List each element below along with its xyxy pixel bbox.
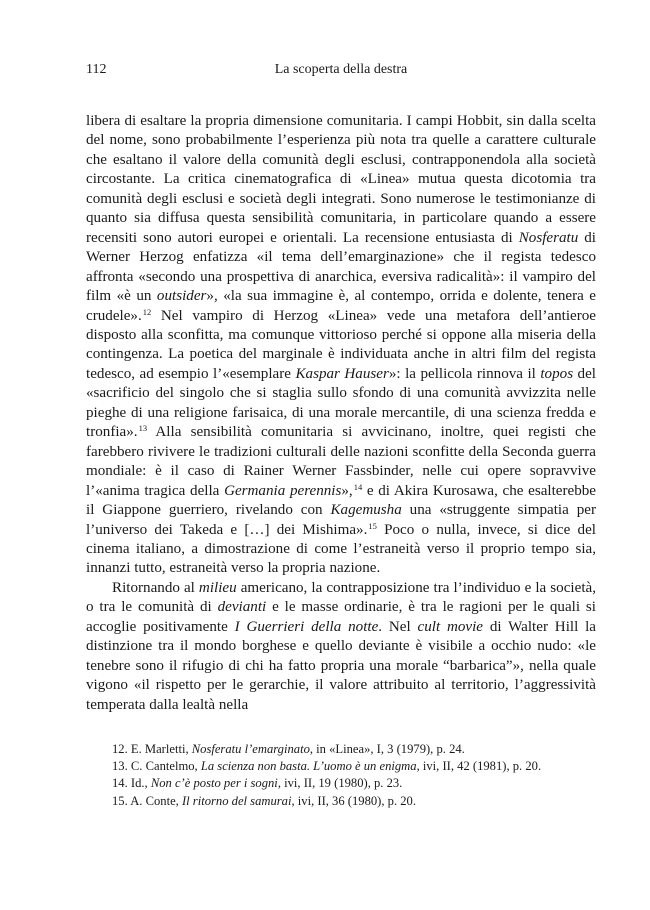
italic-term: topos bbox=[540, 365, 574, 382]
footnote-ref-12[interactable]: 12 bbox=[142, 306, 152, 317]
italic-term: Germania perennis bbox=[224, 482, 342, 499]
paragraph-1 bbox=[86, 112, 596, 579]
footnote-12 bbox=[86, 741, 596, 758]
text-run: Poco o nulla, invece, si dice del cinema italiano, a dimostrazione di come l’estraneità verso il proprio tempo sia, innanzi tutto, estraneità verso la propria nazione. bbox=[86, 521, 596, 577]
text-run: di Werner Herzog enfatizza «il tema dell’emarginazione» che il regista tedesco affronta «secondo una prospettiva di anarchica, eversiva radicalità»: il vampiro del film «è un bbox=[86, 229, 597, 305]
text-run: Alla sensibilità comunitaria si avvicinano, inoltre, quei registi che farebbero rivivere le tradizioni culturali delle nazioni sconfitte della Seconda guerra mondiale: è il caso di Rainer Werner Fassbinder, nelle cui opere sopravvive l’«anima tragica della bbox=[86, 424, 596, 499]
footnote-text: 13. C. Cantelmo, bbox=[112, 759, 201, 774]
text-run: americano, la contrapposizione tra l’individuo e la società, o tra le comunità di bbox=[86, 579, 596, 616]
running-title: La scoperta della destra bbox=[274, 62, 408, 77]
film-title-nosferatu: Nosferatu bbox=[518, 229, 579, 246]
footnote-ref-15[interactable]: 15 bbox=[368, 520, 377, 531]
text-run: una «struggente simpatia per l’universo dei Takeda e […] dei Mishima». bbox=[86, 502, 596, 538]
text-run: Ritornando al bbox=[112, 579, 199, 596]
footnote-title: Non c’è posto per i sogni bbox=[150, 776, 278, 791]
italic-term: cult movie bbox=[417, 618, 484, 635]
footnote-ref-14[interactable]: 14 bbox=[353, 481, 363, 492]
text-run: », bbox=[341, 482, 353, 499]
text-run: », «la sua immagine è, al contempo, orrida e dolente, tenera e crudele». bbox=[86, 288, 596, 324]
footnote-text: 15. A. Conte, bbox=[112, 793, 182, 808]
footnote-text: , ivi, II, 19 (1980), p. 23. bbox=[277, 776, 403, 791]
film-title-guerrieri: I Guerrieri della notte bbox=[234, 618, 379, 635]
footnote-text: 12. E. Marletti, bbox=[112, 742, 192, 756]
footnote-text: , ivi, II, 36 (1980), p. 20. bbox=[291, 793, 417, 808]
footnote-14 bbox=[86, 775, 596, 792]
footnote-title: Nosferatu l’emarginato bbox=[191, 742, 310, 756]
page-number: 112 bbox=[86, 62, 107, 77]
text-run: »: la pellicola rinnova il bbox=[388, 365, 541, 382]
footnotes bbox=[86, 741, 596, 810]
italic-term: milieu bbox=[198, 579, 237, 596]
body-text bbox=[86, 112, 596, 715]
footnote-ref-13[interactable]: 13 bbox=[138, 423, 148, 434]
footnote-title: La scienza non basta. L’uomo è un enigma bbox=[200, 759, 417, 774]
paragraph-2 bbox=[86, 579, 596, 715]
footnote-13 bbox=[86, 758, 596, 775]
text-run: e le masse ordinarie, è tra le ragioni per le quali si accoglie positivamente bbox=[86, 599, 596, 635]
film-title-kaspar-hauser: Kaspar Hauser bbox=[295, 365, 389, 382]
text-run: e di Akira Kurosawa, che esalterebbe il Giappone guerriero, rivelando con bbox=[86, 482, 597, 519]
text-run: libera di esaltare la propria dimensione comunitaria. I campi Hobbit, sin dalla scelta del nome, sono probabilmente l’esperienza più nota tra quelle a carattere culturale che esaltano il valore della comunità degli esclusi, contrapponendola alla società circostante. La critica cinematografica di «Linea» mutua questa dicotomia tra comunità degli esclusi e società degli integrati. Sono numerose le testimonianze di quanto sia diffusa questa sensibilità comunitaria, in particolare quando a essere recensiti sono autori europei e orientali. La recensione entusiasta di bbox=[86, 113, 596, 246]
footnote-title: Il ritorno del samurai bbox=[181, 793, 292, 808]
text-run: Nel vampiro di Herzog «Linea» vede una metafora dell’antieroe disposto alla sconfitta, ma comunque vittorioso perché si oppone alla miseria della contingenza. La poetica del marginale è individuata anche in altri film del regista tedesco, ad esempio l’«esemplare bbox=[86, 307, 596, 382]
footnote-text: 14. Id., bbox=[112, 776, 151, 791]
text-run: di Walter Hill la distinzione tra il mondo borghese e quello deviante è visibile a occhio nudo: «le tenebre sono il rifugio di chi ha fatto propria una morale “barbarica”», nella quale vigono «il rispetto per le gerarchie, il valore attribuito al territorio, l’aggressività temperata dalla lealtà nella bbox=[86, 618, 596, 713]
italic-term: outsider bbox=[156, 288, 207, 305]
footnote-text: , ivi, II, 42 (1981), p. 20. bbox=[416, 759, 542, 774]
text-run: . Nel bbox=[378, 618, 418, 635]
text-run: del «sacrificio del singolo che si staglia sullo sfondo di una comunità avvizzita nelle pieghe di una religione farisaica, di una morale mercantile, di una scienza fredda e tronfia». bbox=[86, 365, 597, 441]
italic-term: devianti bbox=[217, 599, 267, 616]
footnote-15 bbox=[86, 793, 596, 810]
running-head bbox=[86, 62, 596, 80]
film-title-kagemusha: Kagemusha bbox=[330, 502, 402, 519]
footnote-text: , in «Linea», I, 3 (1979), p. 24. bbox=[309, 742, 465, 756]
